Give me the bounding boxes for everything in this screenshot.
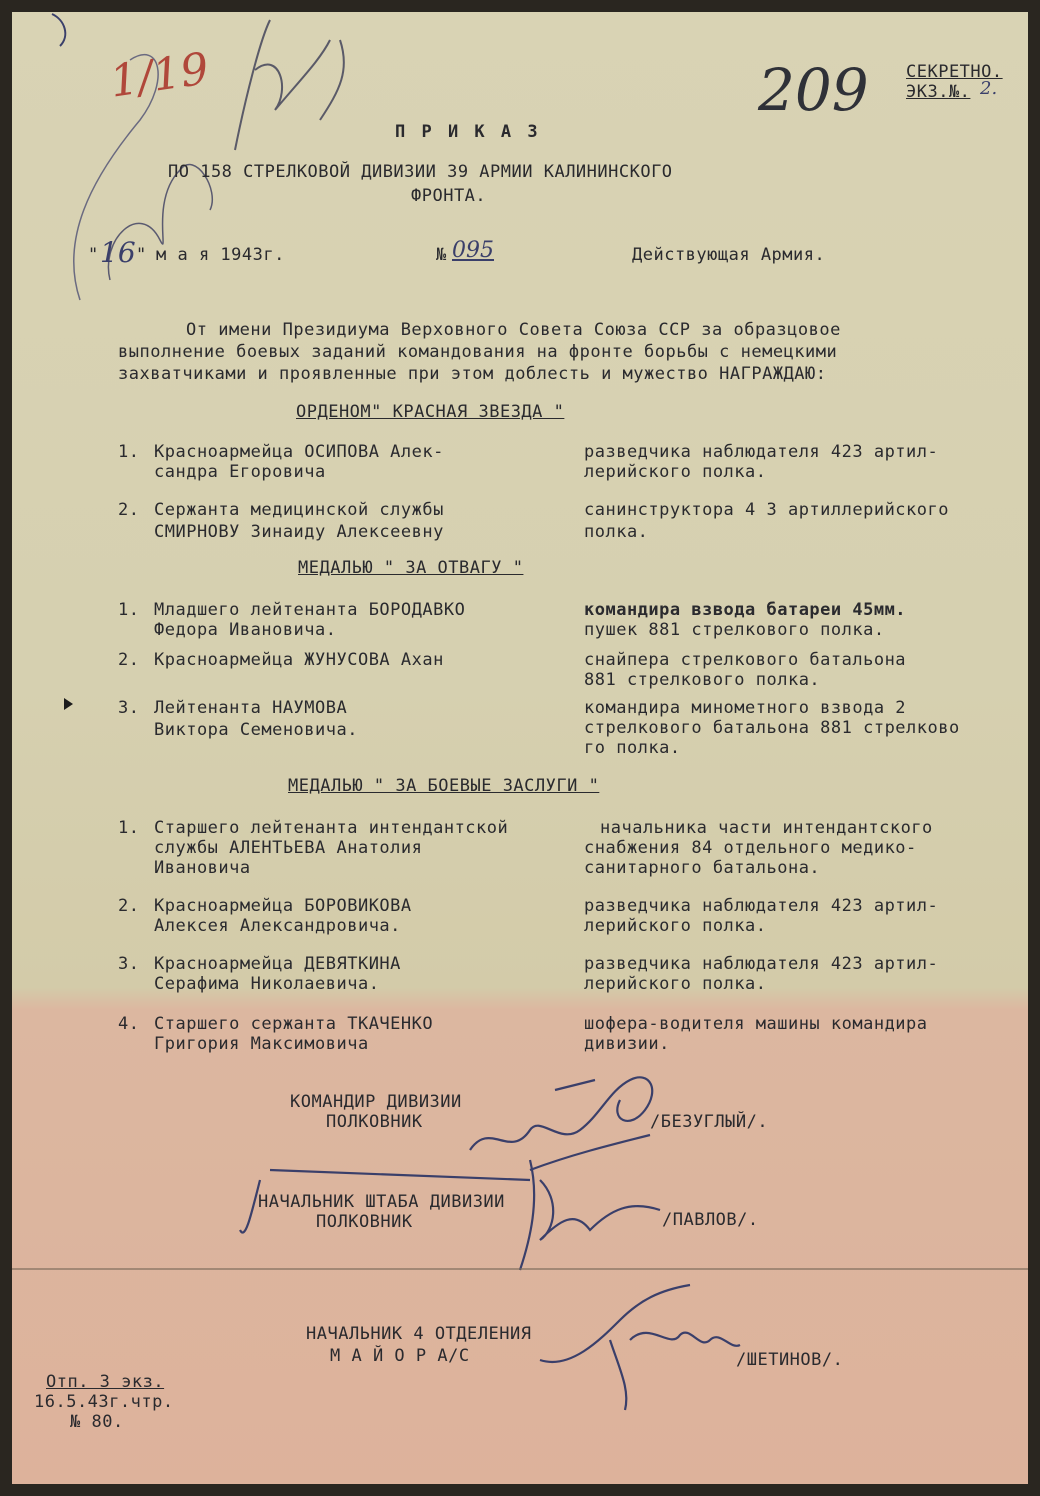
entry-number: 2. (118, 650, 140, 670)
date-text: м а я 1943г. (156, 245, 285, 265)
preamble-line: От имени Президиума Верховного Совета Союза ССР за образцовое (186, 320, 841, 340)
secret-stamp: СЕКРЕТНО. (906, 62, 1003, 82)
entry-number: 1. (118, 442, 140, 462)
entry-description: санинструктора 4 3 артиллерийского (584, 500, 949, 520)
entry-description: разведчика наблюдателя 423 артил- (584, 896, 939, 916)
signatory-2-rank: ПОЛКОВНИК (316, 1212, 413, 1232)
signatory-3-rank: М А Й О Р А/С (330, 1346, 470, 1366)
entry-number: 4. (118, 1014, 140, 1034)
signatory-1-rank: ПОЛКОВНИК (326, 1112, 423, 1132)
entry-number: 3. (118, 954, 140, 974)
signature-3-graphic (530, 1280, 750, 1420)
entry-name: Красноармейца ОСИПОВА Алек- (154, 442, 444, 462)
document-subtitle-line2: ФРОНТА. (411, 186, 487, 206)
entry-description: лерийского полка. (584, 974, 767, 994)
paper-fold-line (12, 1268, 1028, 1270)
entry-name: Старшего лейтенанта интендантской (154, 818, 509, 838)
copy-label: ЭКЗ.№. (906, 82, 971, 102)
entry-name: Федора Ивановича. (154, 620, 337, 640)
entry-number: 2. (118, 500, 140, 520)
entry-name: Сержанта медицинской службы (154, 500, 444, 520)
entry-description: санитарного батальона. (584, 858, 821, 878)
entry-name: Красноармейца ЖУНУСОВА Ахан (154, 650, 444, 670)
section-heading: МЕДАЛЬЮ " ЗА БОЕВЫЕ ЗАСЛУГИ " (288, 776, 600, 796)
footer-number: № 80. (70, 1412, 124, 1432)
entry-name: Алексея Александровича. (154, 916, 401, 936)
entry-name: Виктора Семеновича. (154, 720, 358, 740)
entry-number: 1. (118, 600, 140, 620)
date-day: 16 (100, 236, 136, 269)
entry-number: 2. (118, 896, 140, 916)
entry-description: разведчика наблюдателя 423 артил- (584, 954, 939, 974)
entry-description: снайпера стрелкового батальона (584, 650, 907, 670)
entry-name: Красноармейца БОРОВИКОВА (154, 896, 412, 916)
place-text: Действующая Армия. (632, 245, 826, 265)
entry-description: дивизии. (584, 1034, 670, 1054)
order-number-prefix: № (436, 245, 447, 265)
red-handwritten-mark: 1/19 (106, 43, 212, 108)
copy-number: 2. (980, 78, 998, 99)
entry-description: полка. (584, 522, 649, 542)
entry-description: пушек 881 стрелкового полка. (584, 620, 885, 640)
signatory-3-title: НАЧАЛЬНИК 4 ОТДЕЛЕНИЯ (306, 1324, 532, 1344)
section-heading: ОРДЕНОМ" КРАСНАЯ ЗВЕЗДА " (296, 402, 565, 422)
signatory-1-title: КОМАНДИР ДИВИЗИИ (290, 1092, 462, 1112)
entry-description: разведчика наблюдателя 423 артил- (584, 442, 939, 462)
entry-description: го полка. (584, 738, 681, 758)
entry-name: Серафима Николаевича. (154, 974, 380, 994)
entry-description: шофера-водителя машины командира (584, 1014, 928, 1034)
handwritten-sheet-number: 209 (758, 56, 869, 124)
signatory-2-name: /ПАВЛОВ/. (662, 1210, 759, 1230)
margin-arrow-icon (64, 698, 73, 710)
entry-number: 3. (118, 698, 140, 718)
signature-2-graphic (230, 1140, 670, 1280)
entry-description: начальника части интендантского (600, 818, 933, 838)
entry-name: Старшего сержанта ТКАЧЕНКО (154, 1014, 434, 1034)
entry-description: лерийского полка. (584, 916, 767, 936)
entry-name: Ивановича (154, 858, 251, 878)
entry-description: лерийского полка. (584, 462, 767, 482)
preamble-line: выполнение боевых заданий командования на фронте борьбы с немецкими (118, 342, 838, 362)
footer-copies: Отп. 3 экз. (46, 1372, 165, 1392)
entry-description: снабжения 84 отдельного медико- (584, 838, 917, 858)
footer-date: 16.5.43г.чтр. (34, 1392, 174, 1412)
entry-name: сандра Егоровича (154, 462, 326, 482)
order-number: 095 (452, 238, 494, 263)
signatory-3-name: /ШЕТИНОВ/. (736, 1350, 844, 1370)
signatory-1-name: /БЕЗУГЛЫЙ/. (650, 1112, 769, 1132)
document-title: П Р И К А З (395, 122, 541, 142)
entry-name: Младшего лейтенанта БОРОДАВКО (154, 600, 466, 620)
entry-name: Красноармейца ДЕВЯТКИНА (154, 954, 401, 974)
entry-name: Лейтенанта НАУМОВА (154, 698, 348, 718)
entry-description: командира взвода батареи 45мм. (584, 600, 907, 620)
entry-name: Григория Максимовича (154, 1034, 369, 1054)
section-heading: МЕДАЛЬЮ " ЗА ОТВАГУ " (298, 558, 524, 578)
document-subtitle-line1: ПО 158 СТРЕЛКОВОЙ ДИВИЗИИ 39 АРМИИ КАЛИНИНСКОГО (168, 162, 673, 182)
preamble-line: захватчиками и проявленные при этом доблесть и мужество НАГРАЖДАЮ: (118, 364, 827, 384)
entry-name: службы АЛЕНТЬЕВА Анатолия (154, 838, 423, 858)
entry-number: 1. (118, 818, 140, 838)
entry-description: стрелкового батальона 881 стрелково (584, 718, 960, 738)
entry-description: 881 стрелкового полка. (584, 670, 821, 690)
entry-description: командира минометного взвода 2 (584, 698, 907, 718)
signatory-2-title: НАЧАЛЬНИК ШТАБА ДИВИЗИИ (258, 1192, 505, 1212)
entry-name: СМИРНОВУ Зинаиду Алексеевну (154, 522, 444, 542)
date-quote-close: " (136, 245, 147, 265)
date-quote-open: " (88, 245, 99, 265)
